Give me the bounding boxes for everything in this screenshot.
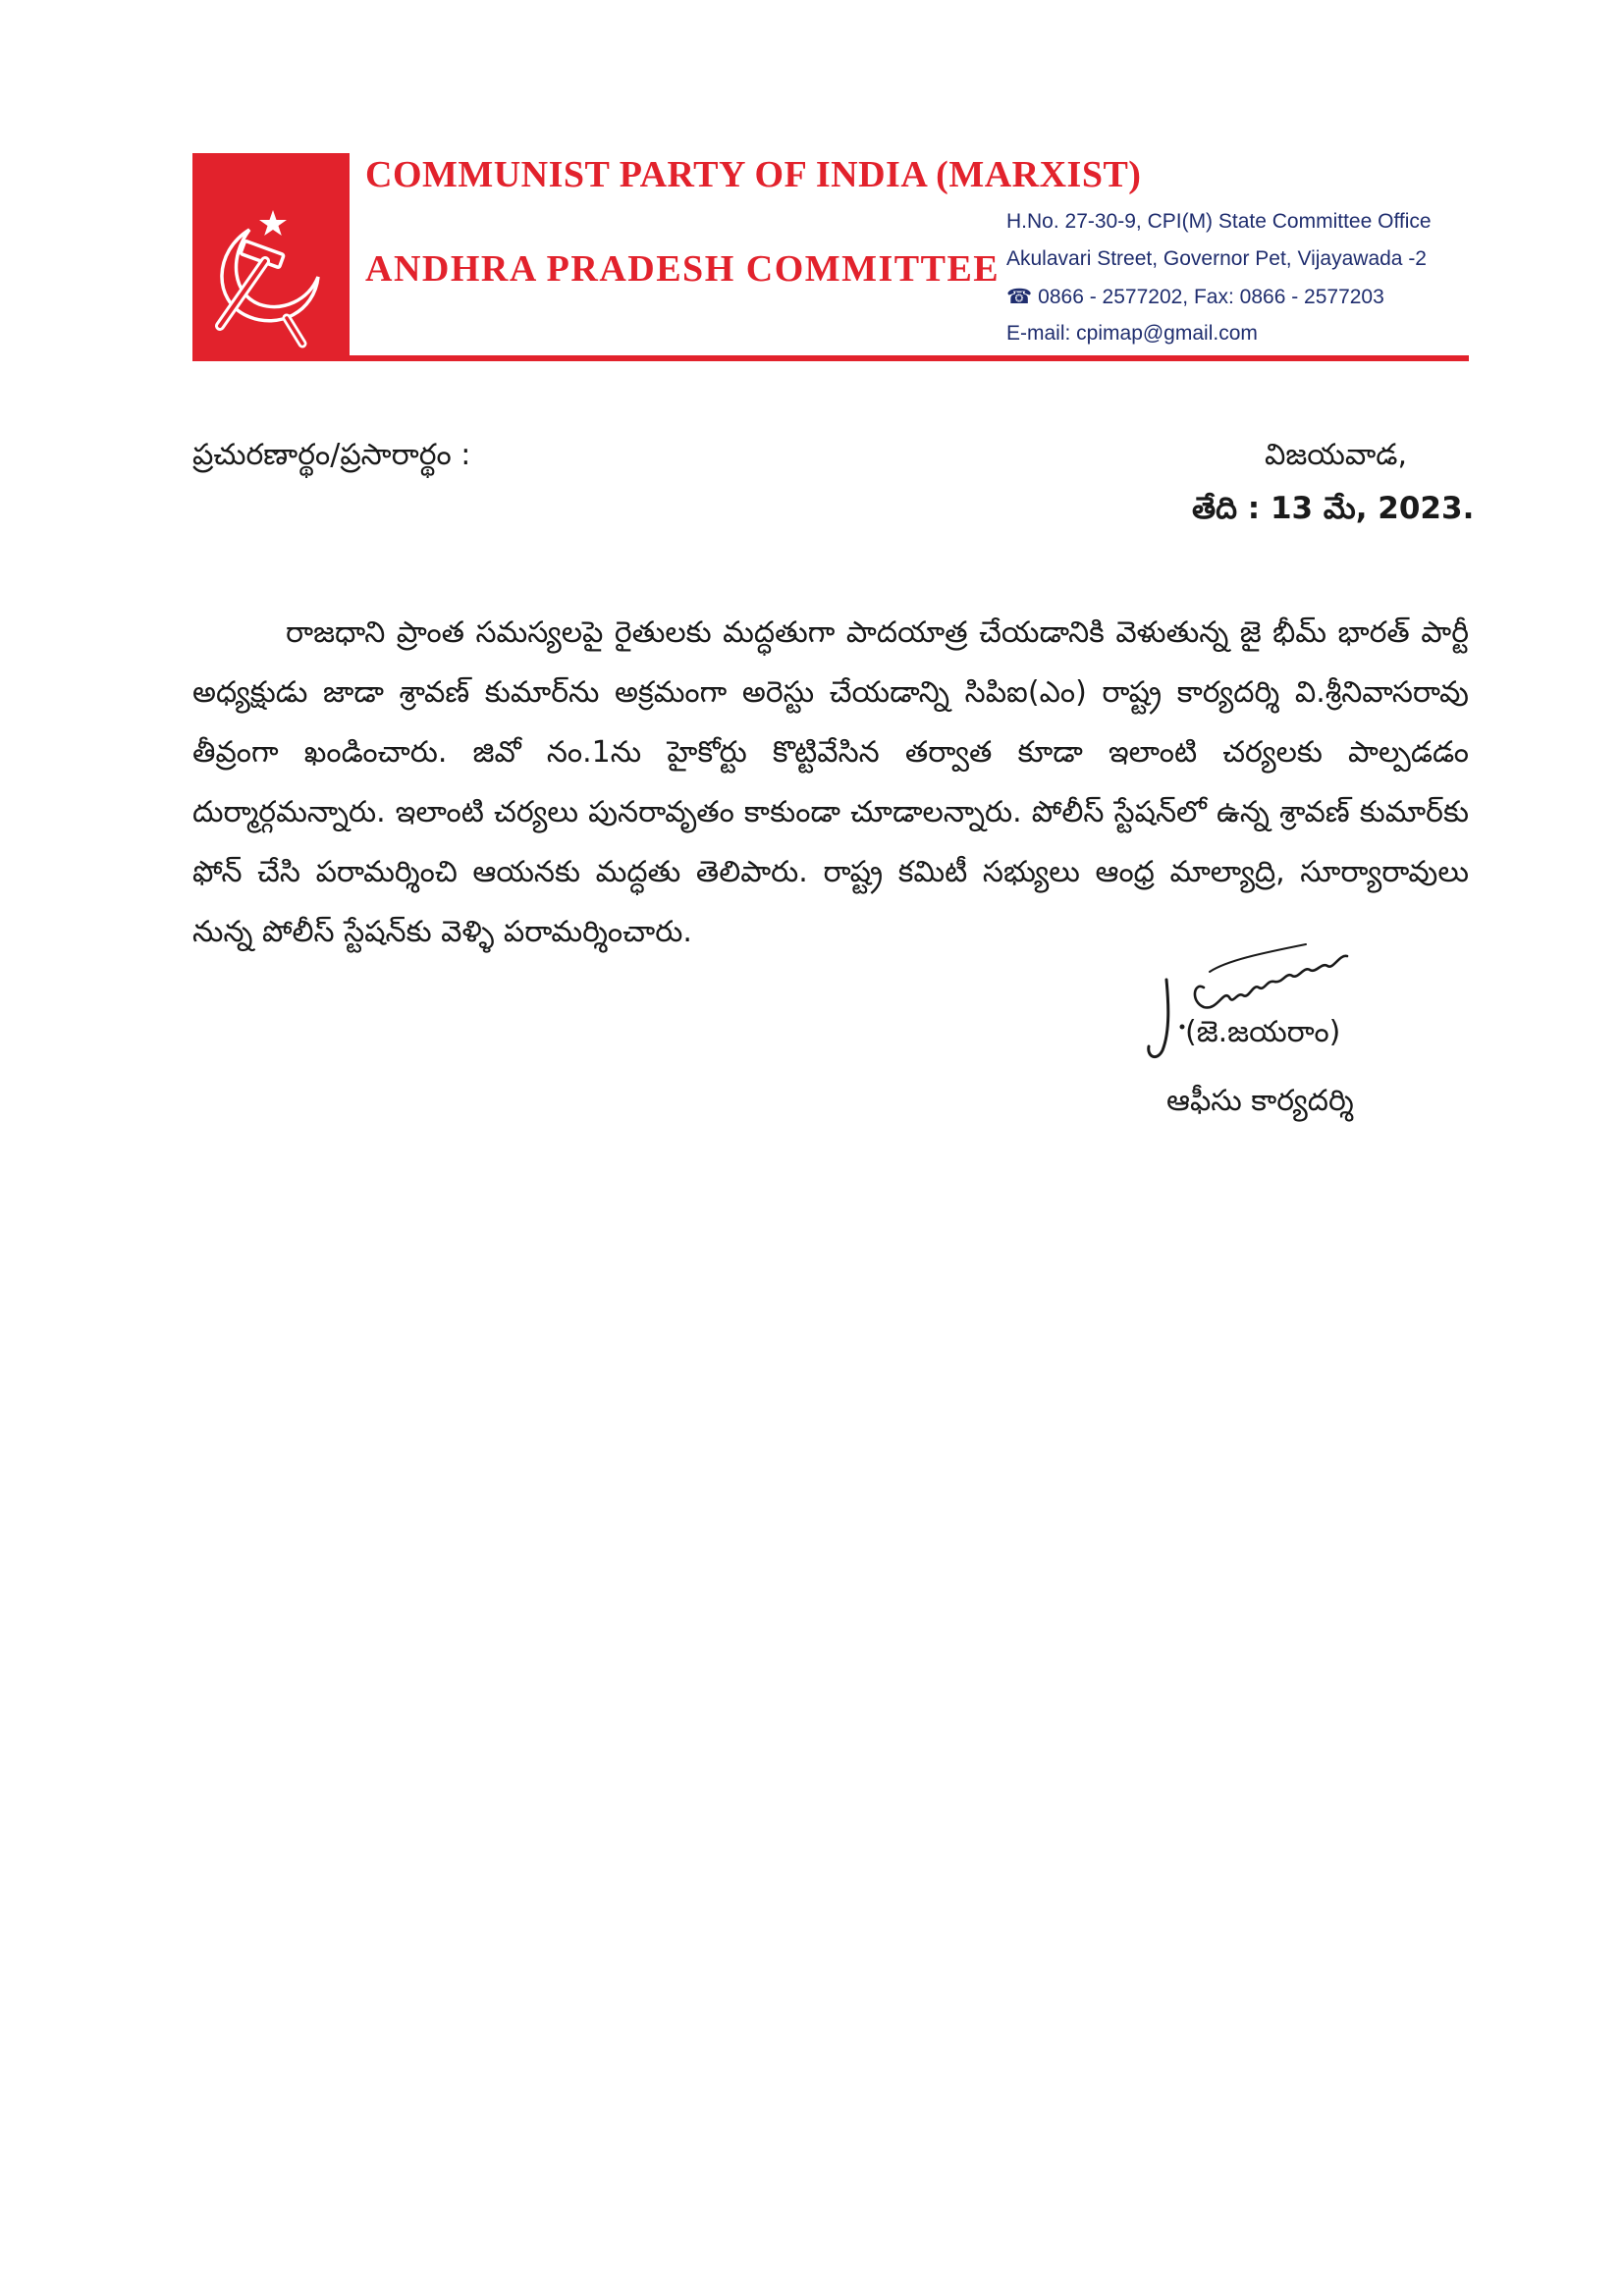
press-release-body — [192, 603, 1469, 962]
hammer-sickle-star-icon — [192, 153, 350, 361]
committee-name: ANDHRA PRADESH COMMITTEE — [365, 248, 1001, 290]
header-divider — [350, 355, 1469, 361]
letterhead — [192, 153, 1469, 361]
release-date: తేది : 13 మే, 2023. — [1192, 491, 1475, 526]
body-paragraph: రాజధాని ప్రాంత సమస్యలపై రైతులకు మద్ధతుగా పాదయాత్ర చేయడానికి వెళుతున్న జై భీమ్ భారత్ పార్టీ అధ్యక్షుడు జాడా శ్రావణ్ కుమార్‌ను అక్రమంగా అరెస్టు చేయడాన్ని సిపిఐ(ఎం) రాష్ట్ర కార్యదర్శి వి.శ్రీనివాసరావు తీవ్రంగా ఖండించారు. జివో నం.1ను హైకోర్టు కొట్టివేసిన తర్వాత కూడా ఇలాంటి చర్యలకు పాల్పడడం దుర్మార్గమన్నారు. ఇలాంటి చర్యలు పునరావృతం కాకుండా చూడాలన్నారు. పోలీస్ స్టేషన్‌లో ఉన్న శ్రావణ్ కుమార్‌కు ఫోన్ చేసి పరామర్శించి ఆయనకు మద్ధతు తెలిపారు. రాష్ట్ర కమిటీ సభ్యులు ఆంధ్ర మాల్యాద్రి, సూర్యారావులు నున్న పోలీస్ స్టేషన్‌కు వెళ్ళి పరామర్శించారు. — [192, 615, 1469, 949]
address-line-1: H.No. 27-30-9, CPI(M) State Committee Office — [1006, 210, 1432, 233]
party-logo — [192, 153, 350, 361]
telephone-icon: ☎ — [1006, 286, 1033, 308]
party-name: COMMUNIST PARTY OF INDIA (MARXIST) — [365, 154, 1142, 195]
phone-fax-line — [1006, 285, 1384, 309]
release-label: ప్రచురణార్థం/ప్రసారార్థం : — [192, 438, 471, 472]
phone-fax-text: 0866 - 2577202, Fax: 0866 - 2577203 — [1038, 286, 1384, 308]
email-line: E-mail: cpimap@gmail.com — [1006, 322, 1258, 345]
signatory-designation: ఆఫీసు కార్యదర్శి — [1166, 1084, 1354, 1118]
signatory-name: (జె.జయరాం) — [1185, 1015, 1341, 1049]
address-line-2: Akulavari Street, Governor Pet, Vijayawada -2 — [1006, 247, 1427, 270]
release-place: విజయవాడ, — [1265, 438, 1408, 472]
